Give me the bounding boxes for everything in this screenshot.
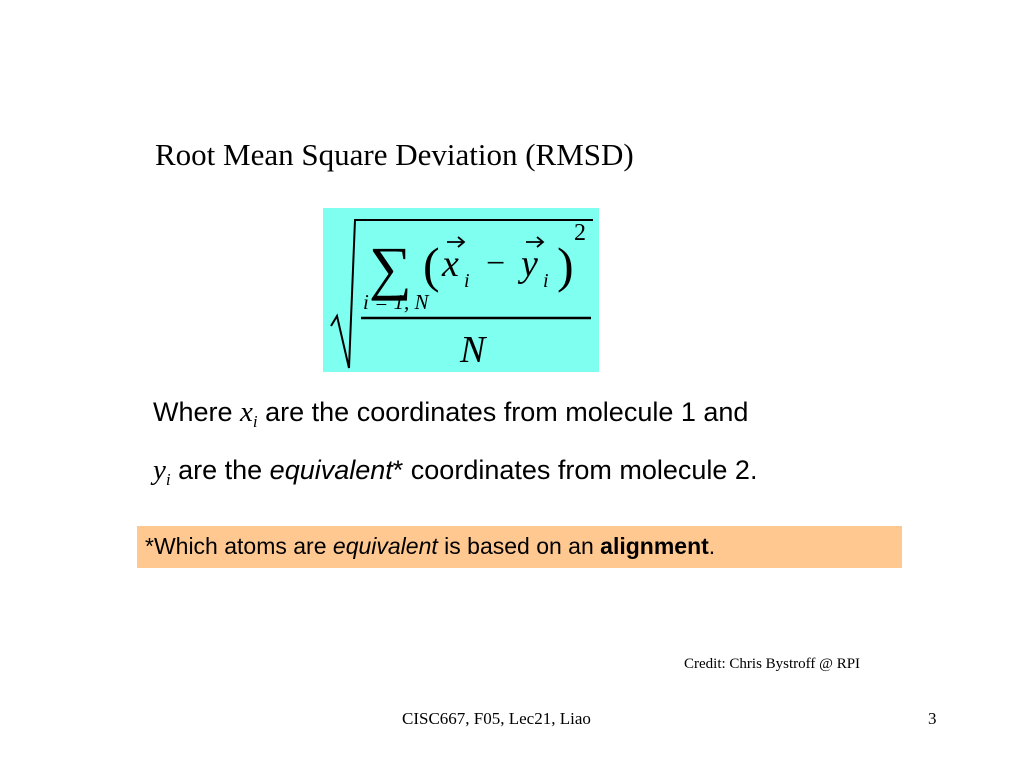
y-subscript: i <box>543 270 549 292</box>
where-text: Where <box>153 397 241 427</box>
line-2-rest: * coordinates from molecule 2. <box>392 455 758 485</box>
credit-text: Credit: Chris Bystroff @ RPI <box>684 656 861 672</box>
x-vector-var: x <box>442 243 459 285</box>
equivalent-word: equivalent <box>269 455 393 485</box>
note-bold: alignment <box>600 533 709 559</box>
x-subscript: i <box>464 270 470 292</box>
explanation-line-2 <box>153 454 758 489</box>
sum-index: i = 1, N <box>363 290 429 314</box>
open-paren: ( <box>423 237 440 293</box>
line-1-rest: are the coordinates from molecule 1 and <box>257 397 749 427</box>
y-vector-var: y <box>521 243 538 285</box>
explanation-line-1 <box>153 396 749 431</box>
x-i-term: $x_i$ <box>240 396 258 431</box>
rmsd-formula <box>323 208 599 372</box>
note-text: *Which atoms are equivalent is based on an alignment. <box>145 533 716 559</box>
slide-title: Root Mean Square Deviation (RMSD) <box>155 137 634 172</box>
y-i-term: $y_i$ <box>153 454 171 489</box>
minus-sign: − <box>486 245 506 282</box>
note-italic: equivalent <box>332 533 438 559</box>
page-number: 3 <box>928 709 937 728</box>
close-paren: ) <box>557 237 574 293</box>
footer-course-label: CISC667, F05, Lec21, Liao <box>402 709 591 728</box>
line-2-middle: are the <box>170 455 270 485</box>
sum-symbol: ∑ <box>369 235 412 301</box>
exponent: 2 <box>574 220 586 246</box>
alignment-note <box>137 526 902 568</box>
denominator: N <box>460 329 486 371</box>
